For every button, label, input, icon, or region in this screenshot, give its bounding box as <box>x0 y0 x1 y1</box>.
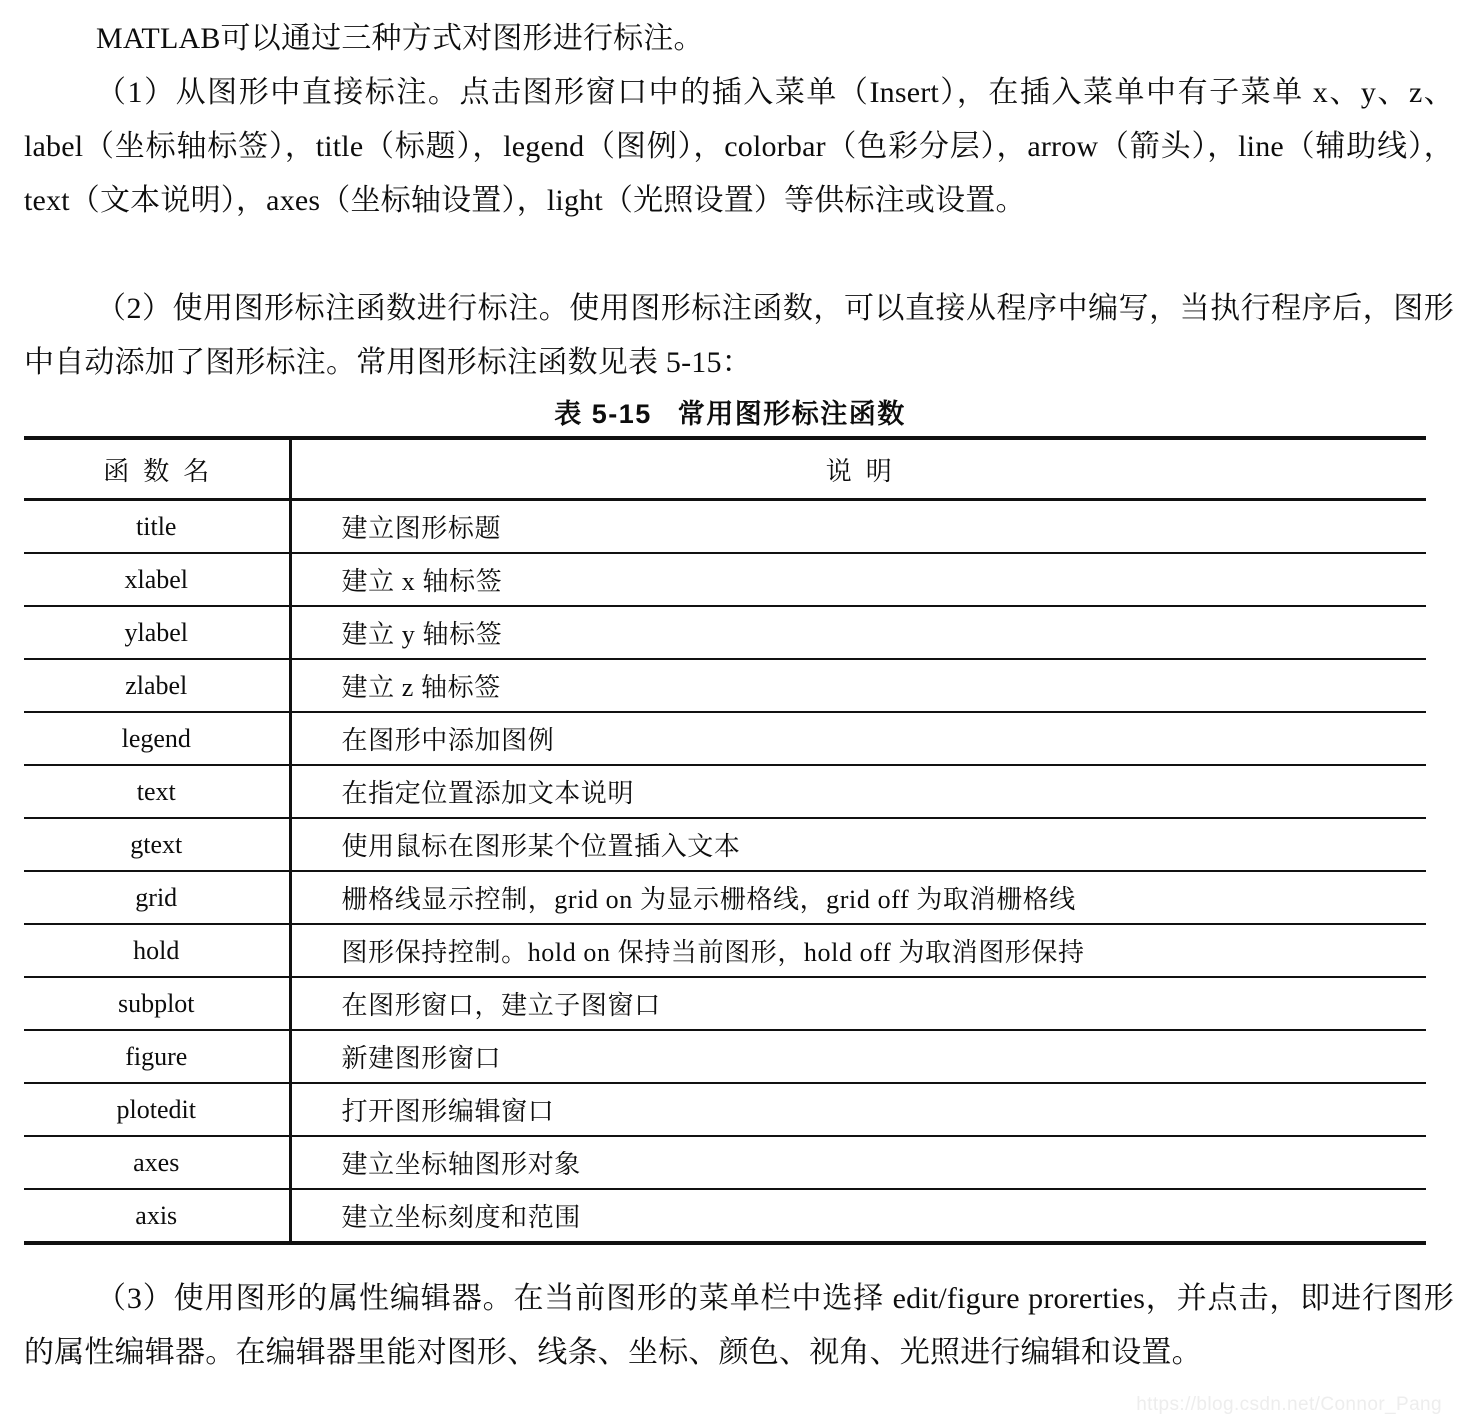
cell-function-name: ylabel <box>24 606 290 659</box>
cell-description: 在图形窗口，建立子图窗口 <box>290 977 1426 1030</box>
cell-function-name: grid <box>24 871 290 924</box>
cell-function-name: gtext <box>24 818 290 871</box>
cell-function-name: subplot <box>24 977 290 1030</box>
cell-function-name: xlabel <box>24 553 290 606</box>
table-row <box>24 1189 1426 1243</box>
table-row <box>24 553 1426 606</box>
cell-description: 建立 y 轴标签 <box>290 606 1426 659</box>
cell-function-name: axes <box>24 1136 290 1189</box>
cell-description: 建立 z 轴标签 <box>290 659 1426 712</box>
paragraph-method-1: （1）从图形中直接标注。点击图形窗口中的插入菜单（Insert），在插入菜单中有子菜单 x、y、z、label（坐标轴标签），title（标题），legend（图例），colorbar（色彩分层），arrow（箭头），line（辅助线），text（文本说明），axes（坐标轴设置），light（光照设置）等供标注或设置。 <box>24 76 1454 217</box>
cell-description: 建立坐标刻度和范围 <box>290 1189 1426 1243</box>
cell-function-name: text <box>24 765 290 818</box>
table-row <box>24 924 1426 977</box>
annotation-functions-table <box>24 436 1426 1245</box>
cell-function-name: title <box>24 500 290 554</box>
table-caption-number: 表 5-15 <box>554 399 652 429</box>
table-header-row <box>24 438 1426 500</box>
column-header-description: 说明 <box>290 438 1426 500</box>
table-head <box>24 438 1426 500</box>
table-row <box>24 606 1426 659</box>
cell-description: 图形保持控制。hold on 保持当前图形，hold off 为取消图形保持 <box>290 924 1426 977</box>
cell-description: 打开图形编辑窗口 <box>290 1083 1426 1136</box>
annotation-functions-table-wrapper <box>24 436 1426 1245</box>
table-row <box>24 977 1426 1030</box>
paragraph-intro: MATLAB可以通过三种方式对图形进行标注。 <box>96 22 704 55</box>
cell-description: 在图形中添加图例 <box>290 712 1426 765</box>
cell-description: 栅格线显示控制，grid on 为显示栅格线，grid off 为取消栅格线 <box>290 871 1426 924</box>
table-caption-title: 常用图形标注函数 <box>677 399 906 429</box>
cell-function-name: legend <box>24 712 290 765</box>
cell-function-name: hold <box>24 924 290 977</box>
table-row <box>24 1083 1426 1136</box>
cell-function-name: axis <box>24 1189 290 1243</box>
table-row <box>24 1030 1426 1083</box>
watermark: https://blog.csdn.net/Connor_Pang <box>1136 1394 1442 1415</box>
cell-description: 使用鼠标在图形某个位置插入文本 <box>290 818 1426 871</box>
table-row <box>24 712 1426 765</box>
table-row <box>24 500 1426 554</box>
cell-function-name: plotedit <box>24 1083 290 1136</box>
table-row <box>24 871 1426 924</box>
table-row <box>24 659 1426 712</box>
cell-description: 在指定位置添加文本说明 <box>290 765 1426 818</box>
column-header-function-name: 函数名 <box>24 438 290 500</box>
paragraph-method-2: （2）使用图形标注函数进行标注。使用图形标注函数，可以直接从程序中编写，当执行程序后，图形中自动添加了图形标注。常用图形标注函数见表 5-15： <box>24 292 1454 379</box>
cell-description: 新建图形窗口 <box>290 1030 1426 1083</box>
cell-description: 建立图形标题 <box>290 500 1426 554</box>
table-row <box>24 765 1426 818</box>
paragraph-method-3: （3）使用图形的属性编辑器。在当前图形的菜单栏中选择 edit/figure prorerties，并点击，即进行图形的属性编辑器。在编辑器里能对图形、线条、坐标、颜色、视角、光照进行编辑和设置。 <box>24 1282 1454 1369</box>
table-caption <box>0 392 1460 431</box>
cell-function-name: zlabel <box>24 659 290 712</box>
cell-description: 建立坐标轴图形对象 <box>290 1136 1426 1189</box>
table-body <box>24 500 1426 1244</box>
cell-description: 建立 x 轴标签 <box>290 553 1426 606</box>
cell-function-name: figure <box>24 1030 290 1083</box>
table-row <box>24 818 1426 871</box>
table-row <box>24 1136 1426 1189</box>
